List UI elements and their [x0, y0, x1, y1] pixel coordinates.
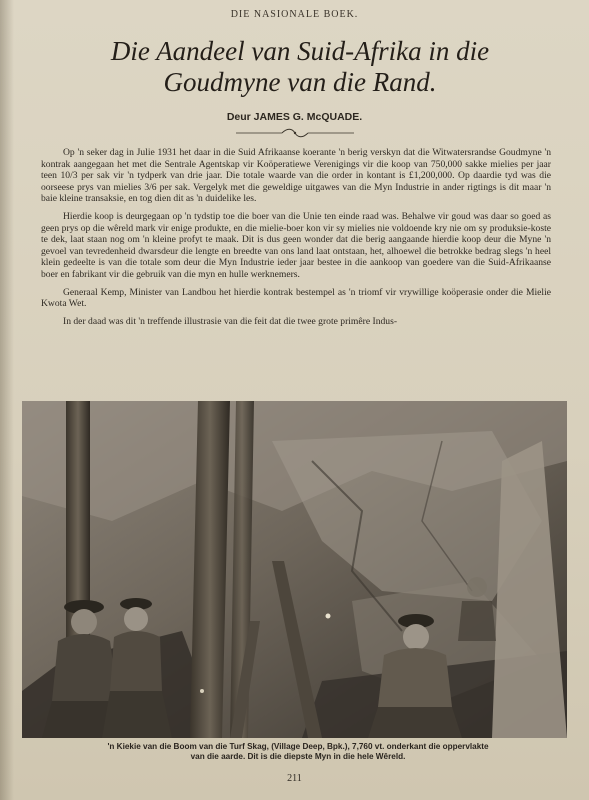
paragraph: Generaal Kemp, Minister van Landbou het hierdie kontrak bestempel as 'n triomf vir vrywillige koöperasie onder die Mielie Kwota Wet.	[41, 286, 551, 310]
article-title	[30, 36, 570, 98]
title-line-2: Goudmyne van die Rand.	[163, 67, 437, 97]
mine-photograph	[22, 401, 567, 738]
title-line-1: Die Aandeel van Suid-Afrika in die	[110, 36, 490, 66]
photo-caption	[48, 742, 548, 762]
paragraph: Hierdie koop is deurgegaan op 'n tydstip toe die boer van die Unie ten einde raad was. Behalwe vir goud was daar so goed as geen prys op die wêreld mark vir enige produkte, en die mielie-boer kon vir sy mielies nie voldoende kry nie om sy produksie-koste te dek, laat staan nog om 'n kleine profyt te maak. Dit is dus geen wonder dat die berig aangaande hierdie koop deur die Myne 'n gevoel van tevredenheid dwarsdeur die lengte en breedte van ons land laat ontstaan, het, alhoewel die betrokke bedrag slegs 'n heel klein gedeelte is van die totale som deur die Myn Industrie ieder jaar bestee in die aankoop van goedere van die Suid-Afrikaanse boer en fabrikant vir die gebruik van die myn en hulle werknemers.	[41, 210, 551, 280]
caption-line-2: van die aarde. Dit is die diepste Myn in die hele Wêreld.	[190, 752, 406, 761]
article-body	[41, 147, 551, 333]
mine-photo-icon	[22, 401, 567, 738]
paragraph: Op 'n seker dag in Julie 1931 het daar in die Suid Afrikaanse koerante 'n berig verskyn dat die Witwatersrandse Goudmyne 'n kontrak aangegaan het met die Sentrale Agentskap vir Koöperatiewe Verenigings vir die koop van 750,000 sakke mielies per jaar teen 10/3 per sak vir 'n tydperk van drie jaar. Die totale waarde van die order in kontant is £1,200,000. Op daardie tyd was die oorseese prys van mielies 3/6 per sak. Vergelyk met die geweldige uitgawes van die Myn Industrie in ander rigtings is dit maar 'n baie kleine transaksie, en tog dien dit as 'n duidelike les.	[41, 147, 551, 205]
paragraph: In der daad was dit 'n treffende illustrasie van die feit dat die twee grote primêre Indus-	[63, 315, 398, 327]
running-head: DIE NASIONALE BOEK.	[230, 9, 359, 20]
ornament-rule-icon	[234, 127, 356, 139]
byline: Deur JAMES G. McQUADE.	[226, 111, 363, 123]
page-number: 211	[287, 773, 302, 784]
caption-line-1: 'n Kiekie van die Boom van die Turf Skag, (Village Deep, Bpk.), 7,760 vt. onderkant die oppervlakte	[107, 742, 489, 751]
